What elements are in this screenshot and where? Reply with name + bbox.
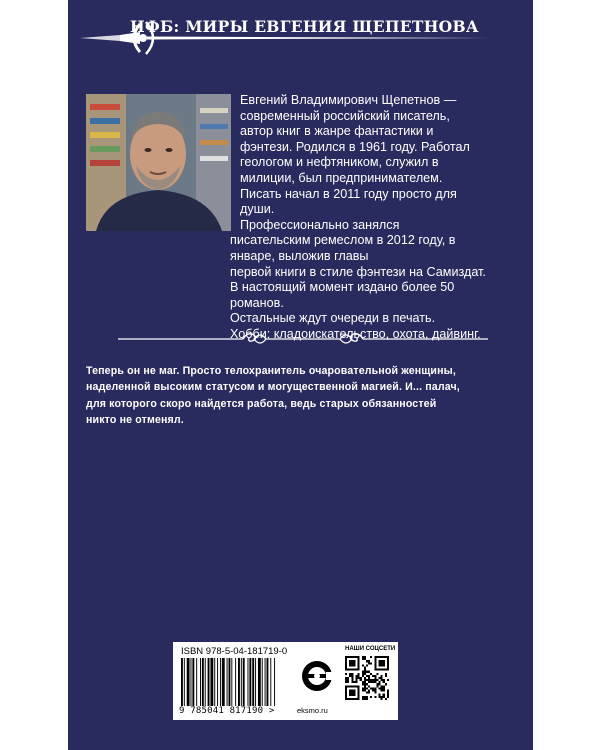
bio-line: В настоящий момент издано более 50 романов. bbox=[230, 280, 455, 310]
bio-line: Хобби: кладоискательство, охота, дайвинг. bbox=[230, 326, 481, 341]
blurb-line: наделенной высоким статусом и могущественной магией. И... палач, bbox=[86, 381, 460, 394]
bio-line: Остальные ждут очереди в печать. bbox=[230, 311, 436, 326]
eksmo-logo-icon bbox=[300, 658, 334, 700]
book-blurb bbox=[86, 363, 478, 429]
barcode-label bbox=[173, 642, 398, 720]
series-title: НФБ: МИРЫ ЕВГЕНИЯ ЩЕПЕТНОВА bbox=[130, 17, 479, 36]
ornamental-divider-icon bbox=[118, 327, 488, 351]
bio-line: писательским ремеслом в 2012 году, в январе, выложив главы bbox=[230, 233, 456, 263]
bio-line: геологом и нефтяником, служил в bbox=[240, 155, 439, 170]
bio-line: автор книг в жанре фантастики и bbox=[240, 124, 434, 139]
publisher-url: eksmo.ru bbox=[297, 706, 328, 715]
barcode-icon bbox=[179, 658, 287, 708]
barcode-digits: 9 785041 817190 > bbox=[179, 706, 275, 716]
social-label: НАШИ СОЦСЕТИ bbox=[345, 646, 396, 652]
qr-code-icon bbox=[345, 656, 389, 700]
bio-line: милиции, был предпринимателем. bbox=[240, 170, 443, 185]
blurb-line: Теперь он не маг. Просто телохранитель очаровательной женщины, bbox=[86, 365, 456, 377]
bio-line: души. bbox=[240, 202, 275, 217]
isbn-text: ISBN 978-5-04-181719-0 bbox=[181, 646, 288, 657]
blurb-line: для которого скоро найдется работа, ведь старых обязанностей bbox=[86, 397, 437, 410]
bio-line: фэнтези. Родился в 1961 году. Работал bbox=[240, 139, 470, 154]
bio-line: современный российский писатель, bbox=[240, 108, 450, 123]
bio-line: Евгений Владимирович Щепетнов — bbox=[240, 93, 457, 107]
author-photo bbox=[86, 94, 231, 231]
bio-line: первой книги в стиле фэнтези на Самиздат. bbox=[230, 264, 486, 279]
blurb-line: никто не отменял. bbox=[86, 414, 184, 427]
bio-line: Писать начал в 2011 году просто для bbox=[240, 186, 457, 201]
bio-line: Профессионально занялся bbox=[240, 217, 400, 232]
author-bio bbox=[230, 93, 486, 343]
